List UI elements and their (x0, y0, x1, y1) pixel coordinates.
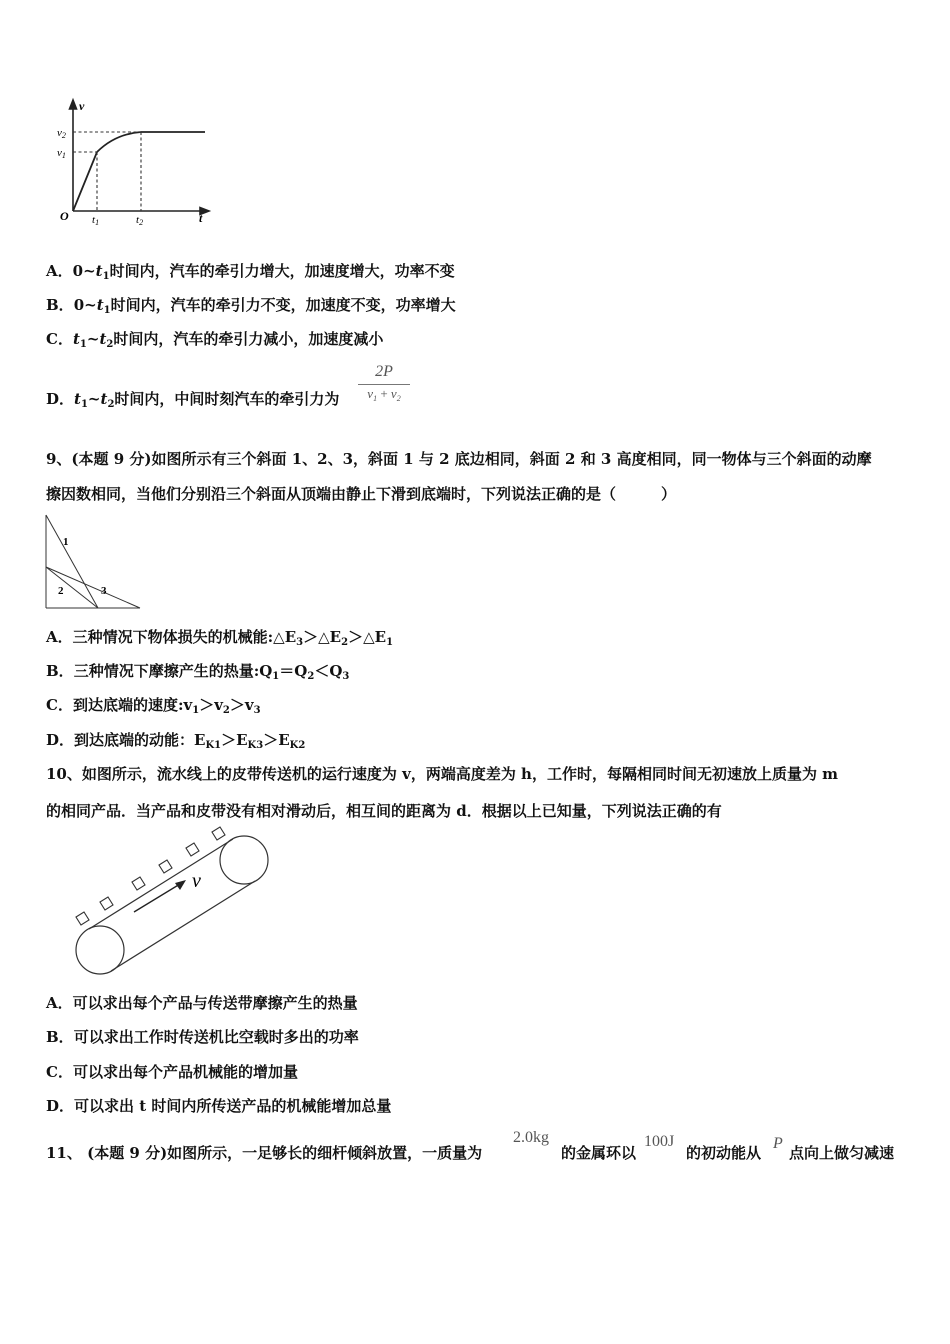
conveyor-belt-figure (62, 826, 276, 978)
q11-point-p: P (773, 1135, 783, 1152)
q11-stem-part1: 11、 (本题 9 分)如图所示，一足够长的细杆倾斜放置，一质量为 (46, 1144, 483, 1162)
q10-option-b: B．可以求出工作时传送机比空载时多出的功率 (46, 1028, 359, 1046)
v-axis-label: v (79, 99, 85, 113)
incline-1 (46, 515, 98, 608)
q11-stem-part4: 点向上做匀减速 (789, 1144, 895, 1162)
belt-bottom (111, 881, 255, 971)
product (100, 897, 113, 910)
origin-label: O (60, 209, 69, 223)
v-axis-arrow (70, 100, 77, 109)
product (212, 827, 225, 840)
product (76, 912, 89, 925)
v1-label: v1 (57, 147, 66, 160)
q11-stem-part2: 的金属环以 (561, 1144, 637, 1162)
product (132, 877, 145, 890)
q11-stem-part3: 的初动能从 (686, 1144, 762, 1162)
q9-option-d: D．到达底端的动能：$E_{K1}>E_{K3}>E_{K2}$ (46, 731, 306, 751)
incline-label-3: 3 (101, 585, 107, 597)
q11-energy: 100J (644, 1133, 675, 1150)
product (159, 860, 172, 873)
q8-fraction (358, 362, 410, 408)
q8-option-b: B．$0\sim t_1$时间内，汽车的牵引力不变，加速度不变，功率增大 (46, 296, 456, 316)
belt-top (89, 839, 233, 929)
q9-option-b: B．三种情况下摩擦产生的热量$:Q_1=Q_2<Q_3$ (46, 662, 350, 682)
q9-option-a: A．三种情况下物体损失的机械能$:\triangle E_3>\triangle E_2>\triangle E_1$ (46, 628, 394, 648)
q10-stem-line2: 的相同产品．当产品和皮带没有相对滑动后，相互间的距离为 d．根据以上已知量，下列说法正确的有 (46, 802, 722, 820)
fraction-numerator: 2P (375, 363, 393, 380)
product (186, 843, 199, 856)
incline-label-2: 2 (58, 585, 64, 597)
q9-stem-line2: 擦因数相同，当他们分别沿三个斜面从顶端由静止下滑到底端时，下列说法正确的是（ ） (46, 485, 677, 503)
t-axis-label: t (199, 211, 203, 225)
incline-figure (40, 512, 144, 612)
t2-label: t2 (136, 214, 144, 227)
q8-option-d: D．$t_1\sim t_2$时间内，中间时刻汽车的牵引力为 (46, 390, 340, 410)
velocity-curve (73, 132, 205, 211)
velocity-time-graph (55, 96, 215, 228)
products (76, 827, 225, 925)
q9-option-c: C．到达底端的速度$:v_1>v_2>v_3$ (46, 696, 261, 716)
q8-option-a: A．$0\sim t_1$时间内，汽车的牵引力增大，加速度增大，功率不变 (46, 262, 455, 282)
q10-stem-line1: 10、如图所示，流水线上的皮带传送机的运行速度为 v，两端高度差为 h，工作时，每隔相同时间无初速放上质量为 m (46, 765, 839, 783)
incline-2 (46, 567, 98, 608)
velocity-label: v (192, 870, 201, 892)
q9-stem-line1: 9、(本题 9 分)如图所示有三个斜面 1、2、3，斜面 1 与 2 底边相同，斜面 2 和 3 高度相同，同一物体与三个斜面的动摩 (46, 450, 872, 468)
q11-mass: 2.0kg (513, 1129, 549, 1146)
incline-label-1: 1 (63, 536, 69, 548)
q10-option-c: C．可以求出每个产品机械能的增加量 (46, 1063, 298, 1081)
t1-label: t1 (92, 214, 100, 227)
fraction-denominator: $v_1 + v_2$ (367, 386, 401, 403)
q8-option-c: C．$t_1\sim t_2$时间内，汽车的牵引力减小，加速度减小 (46, 330, 384, 350)
velocity-arrow-head (175, 880, 186, 890)
q10-option-d: D．可以求出 t 时间内所传送产品的机械能增加总量 (46, 1097, 392, 1115)
v2-label: v2 (57, 127, 66, 140)
q10-option-a: A．可以求出每个产品与传送带摩擦产生的热量 (46, 994, 358, 1012)
